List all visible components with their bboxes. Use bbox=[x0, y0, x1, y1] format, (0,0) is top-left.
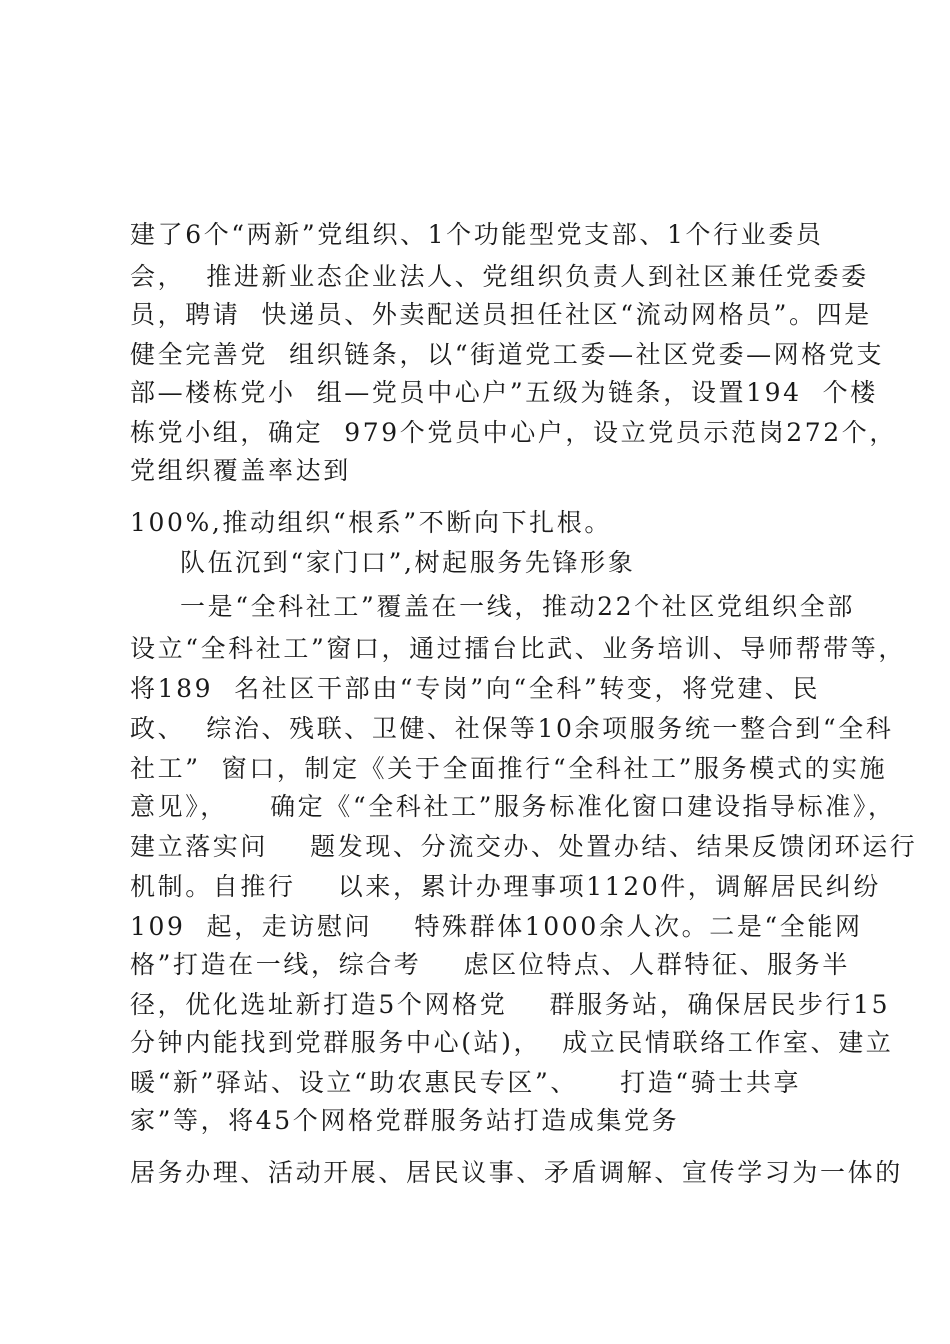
text-line: 家”等，将45个网格党群服务站打造成集党务 bbox=[130, 1106, 680, 1135]
text-line: 栋党小组，确定 979个党员中心户，设立党员示范岗272个， bbox=[130, 418, 897, 447]
text-line: 暖“新”驿站、设立“助农惠民专区”、 打造“骑士共享 bbox=[130, 1068, 802, 1097]
text-line: 109 起，走访慰问 特殊群体1000余人次。二是“全能网 bbox=[130, 912, 863, 941]
text-line: 机制。自推行 以来，累计办理事项1120件，调解居民纠纷 bbox=[130, 872, 882, 901]
text-line: 会， 推进新业态企业法人、党组织负责人到社区兼任党委委 bbox=[130, 262, 869, 291]
text-line: 部—楼栋党小 组—党员中心户”五级为链条，设置194 个楼 bbox=[130, 378, 878, 407]
text-line: 社工” 窗口，制定《关于全面推行“全科社工”服务模式的实施 bbox=[130, 754, 888, 783]
text-line: 100%,推动组织“根系”不断向下扎根。 bbox=[130, 508, 612, 537]
text-line: 设立“全科社工”窗口，通过擂台比武、业务培训、导师帮带等， bbox=[130, 634, 906, 663]
paragraph-first-line: 一是“全科社工”覆盖在一线，推动22个社区党组织全部 bbox=[180, 592, 855, 621]
text-line: 居务办理、活动开展、居民议事、矛盾调解、宣传学习为一体的 bbox=[130, 1158, 903, 1187]
text-line: 党组织覆盖率达到 bbox=[130, 456, 351, 485]
text-line: 健全完善党 组织链条，以“街道党工委—社区党委—网格党支 bbox=[130, 340, 885, 369]
text-line: 将189 名社区干部由“专岗”向“全科”转变，将党建、民 bbox=[130, 674, 821, 703]
text-line: 建了6个“两新”党组织、1个功能型党支部、1个行业委员 bbox=[130, 220, 824, 249]
text-line: 格”打造在一线，综合考 虑区位特点、人群特征、服务半 bbox=[130, 950, 850, 979]
text-line: 意见》， 确定《“全科社工”服务标准化窗口建设指导标准》， bbox=[130, 792, 896, 821]
text-line: 政、 综治、残联、卫健、社保等10余项服务统一整合到“全科 bbox=[130, 714, 894, 743]
text-line: 建立落实问 题发现、分流交办、处置办结、结果反馈闭环运行 bbox=[130, 832, 918, 861]
text-line: 径，优化选址新打造5个网格党 群服务站，确保居民步行15 bbox=[130, 990, 891, 1019]
text-line: 员，聘请 快递员、外卖配送员担任社区“流动网格员”。四是 bbox=[130, 300, 872, 329]
text-line: 分钟内能找到党群服务中心(站)， 成立民情联络工作室、建立 bbox=[130, 1028, 894, 1057]
section-heading: 队伍沉到“家门口”,树起服务先锋形象 bbox=[180, 548, 636, 577]
